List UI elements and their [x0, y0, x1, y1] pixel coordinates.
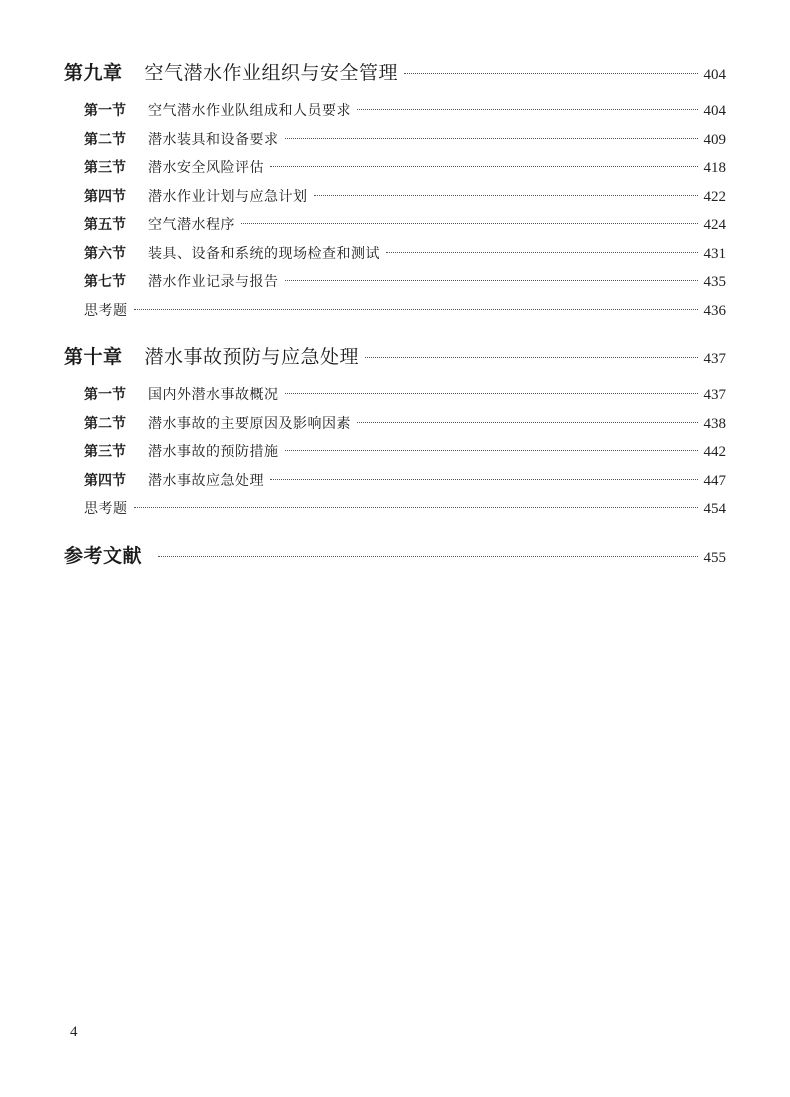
page-number: 424	[703, 217, 726, 233]
page-number: 437	[703, 351, 726, 367]
section-number: 第四节	[84, 472, 126, 489]
section-title: 潜水安全风险评估	[148, 160, 264, 176]
page-number: 438	[703, 415, 726, 432]
section-title: 潜水事故的主要原因及影响因素	[148, 415, 351, 432]
dot-leader	[285, 450, 698, 451]
dot-leader	[285, 280, 698, 281]
section-number: 第三节	[84, 444, 126, 460]
section-title: 潜水装具和设备要求	[148, 131, 279, 148]
page-number: 409	[703, 131, 726, 148]
page-number: 436	[703, 302, 726, 319]
section-title: 潜水作业记录与报告	[148, 274, 279, 290]
toc-section[interactable]	[64, 186, 726, 215]
dot-leader	[285, 138, 698, 139]
dot-leader	[357, 422, 698, 423]
section-number: 第三节	[84, 160, 126, 176]
dot-leader	[241, 223, 698, 224]
table-of-contents	[64, 58, 726, 583]
page-number: 442	[703, 444, 726, 460]
toc-section[interactable]	[64, 129, 726, 158]
toc-questions[interactable]	[64, 300, 726, 329]
section-title: 潜水事故的预防措施	[148, 444, 279, 460]
section-title: 潜水事故应急处理	[148, 472, 264, 489]
section-number: 第一节	[84, 103, 126, 119]
dot-leader	[158, 556, 697, 557]
chapter-number: 第九章	[64, 62, 123, 84]
spacer	[64, 527, 726, 541]
section-number: 第二节	[84, 415, 126, 432]
toc-section[interactable]	[64, 157, 726, 186]
toc-section[interactable]	[64, 214, 726, 243]
chapter-number: 第十章	[64, 346, 123, 368]
section-number: 第四节	[84, 188, 126, 205]
dot-leader	[386, 252, 698, 253]
page-number: 431	[703, 245, 726, 262]
page-number: 422	[703, 188, 726, 205]
toc-section[interactable]	[64, 470, 726, 499]
chapter-title: 潜水事故预防与应急处理	[144, 346, 360, 368]
section-title: 国内外潜水事故概况	[148, 387, 279, 403]
dot-leader	[404, 73, 697, 74]
footer-page-number: 4	[70, 1024, 78, 1040]
section-number: 第五节	[84, 217, 126, 233]
toc-section[interactable]	[64, 441, 726, 470]
section-title: 空气潜水作业队组成和人员要求	[148, 103, 351, 119]
page-number: 404	[703, 103, 726, 119]
section-number: 第一节	[84, 387, 126, 403]
dot-leader	[134, 507, 698, 508]
section-number: 第六节	[84, 245, 126, 262]
toc-section[interactable]	[64, 271, 726, 300]
page-number: 454	[703, 501, 726, 517]
questions-title: 思考题	[84, 302, 128, 319]
toc-chapter-10[interactable]	[64, 342, 726, 372]
references-title: 参考文献	[64, 544, 143, 567]
section-number: 第二节	[84, 131, 126, 148]
section-number: 第七节	[84, 274, 126, 290]
dot-leader	[357, 109, 698, 110]
questions-title: 思考题	[84, 501, 128, 517]
dot-leader	[314, 195, 698, 196]
page-number: 404	[703, 67, 726, 83]
toc-section[interactable]	[64, 413, 726, 442]
toc-chapter-9[interactable]	[64, 58, 726, 88]
section-title: 潜水作业计划与应急计划	[148, 188, 308, 205]
page-number: 455	[703, 549, 726, 566]
dot-leader	[285, 393, 698, 394]
section-title: 装具、设备和系统的现场检查和测试	[148, 245, 380, 262]
chapter-title: 空气潜水作业组织与安全管理	[144, 62, 399, 84]
toc-section[interactable]	[64, 100, 726, 129]
page-number: 418	[703, 160, 726, 176]
dot-leader	[270, 479, 698, 480]
spacer	[64, 328, 726, 342]
dot-leader	[365, 357, 697, 358]
page-number: 447	[703, 472, 726, 489]
toc-references[interactable]	[64, 541, 726, 571]
toc-section[interactable]	[64, 384, 726, 413]
page-number: 435	[703, 274, 726, 290]
page-number: 437	[703, 387, 726, 403]
dot-leader	[270, 166, 698, 167]
section-title: 空气潜水程序	[148, 217, 235, 233]
toc-questions[interactable]	[64, 498, 726, 527]
dot-leader	[134, 309, 698, 310]
toc-section[interactable]	[64, 243, 726, 272]
